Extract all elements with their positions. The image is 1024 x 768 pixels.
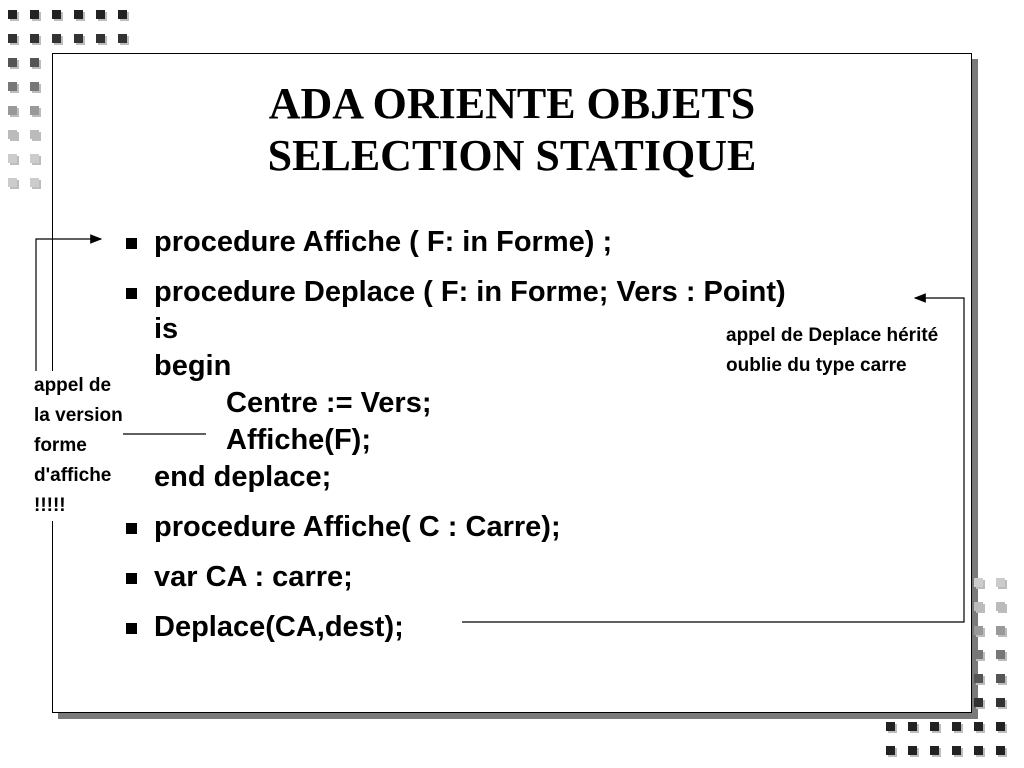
- decorative-square: [974, 698, 983, 707]
- note-inherited-deplace: [726, 321, 938, 381]
- decorative-square: [30, 106, 39, 115]
- decorative-square: [8, 10, 17, 19]
- decorative-square: [996, 602, 1005, 611]
- decorative-square: [8, 178, 17, 187]
- decorative-square: [996, 626, 1005, 635]
- decorative-square: [996, 722, 1005, 731]
- decorative-square: [30, 130, 39, 139]
- code-line-begin: begin: [154, 350, 232, 382]
- decorative-square: [974, 746, 983, 755]
- decorative-square: [952, 746, 961, 755]
- code-line-end: end deplace;: [154, 461, 332, 493]
- list-item-text: var CA : carre;: [154, 561, 353, 593]
- decorative-square: [974, 722, 983, 731]
- decorative-square: [30, 10, 39, 19]
- decorative-square: [8, 34, 17, 43]
- decorative-square: [8, 106, 17, 115]
- note-line: la version: [34, 405, 123, 426]
- decorative-square: [118, 10, 127, 19]
- decorative-square: [30, 34, 39, 43]
- list-item-text: procedure Deplace ( F: in Forme; Vers : Point): [154, 276, 786, 308]
- decorative-square: [96, 10, 105, 19]
- decorative-square: [974, 602, 983, 611]
- note-line: d'affiche: [34, 465, 112, 486]
- decorative-square: [930, 722, 939, 731]
- decorative-square: [8, 58, 17, 67]
- decorative-square: [30, 82, 39, 91]
- decorative-square: [30, 58, 39, 67]
- decorative-square: [974, 674, 983, 683]
- note-line: !!!!!: [34, 495, 66, 516]
- decorative-square: [974, 578, 983, 587]
- decorative-square: [996, 674, 1005, 683]
- note-affiche-version: [34, 371, 123, 521]
- code-line-centre: Centre := Vers;: [226, 387, 432, 419]
- code-line-is: is: [154, 313, 179, 345]
- decorative-square: [974, 626, 983, 635]
- decorative-square: [996, 578, 1005, 587]
- decorative-square: [996, 650, 1005, 659]
- title-line-1: ADA ORIENTE OBJETS: [268, 79, 756, 128]
- list-item-text: procedure Affiche( C : Carre);: [154, 511, 561, 543]
- decorative-square: [952, 722, 961, 731]
- list-item-text: procedure Affiche ( F: in Forme) ;: [154, 226, 613, 258]
- decorative-square: [886, 722, 895, 731]
- decorative-square: [52, 34, 61, 43]
- decorative-square: [30, 178, 39, 187]
- decorative-square: [30, 154, 39, 163]
- decorative-square: [8, 130, 17, 139]
- list-item-text: Deplace(CA,dest);: [154, 611, 404, 643]
- note-line: forme: [34, 435, 87, 456]
- title-line-2: SELECTION STATIQUE: [267, 131, 757, 180]
- note-line: oublie du type carre: [726, 355, 907, 376]
- decorative-square: [886, 746, 895, 755]
- decorative-square: [974, 650, 983, 659]
- note-line: appel de: [34, 375, 112, 396]
- decorative-square: [96, 34, 105, 43]
- decorative-square: [930, 746, 939, 755]
- decorative-square: [996, 698, 1005, 707]
- decorative-square: [74, 34, 83, 43]
- decorative-square: [52, 10, 61, 19]
- decorative-square: [996, 746, 1005, 755]
- decorative-square: [8, 82, 17, 91]
- decorative-square: [118, 34, 127, 43]
- decorative-square: [8, 154, 17, 163]
- decorative-square: [74, 10, 83, 19]
- decorative-square: [908, 746, 917, 755]
- decorative-square: [908, 722, 917, 731]
- code-line-affiche: Affiche(F);: [226, 424, 371, 456]
- note-line: appel de Deplace hérité: [726, 325, 939, 346]
